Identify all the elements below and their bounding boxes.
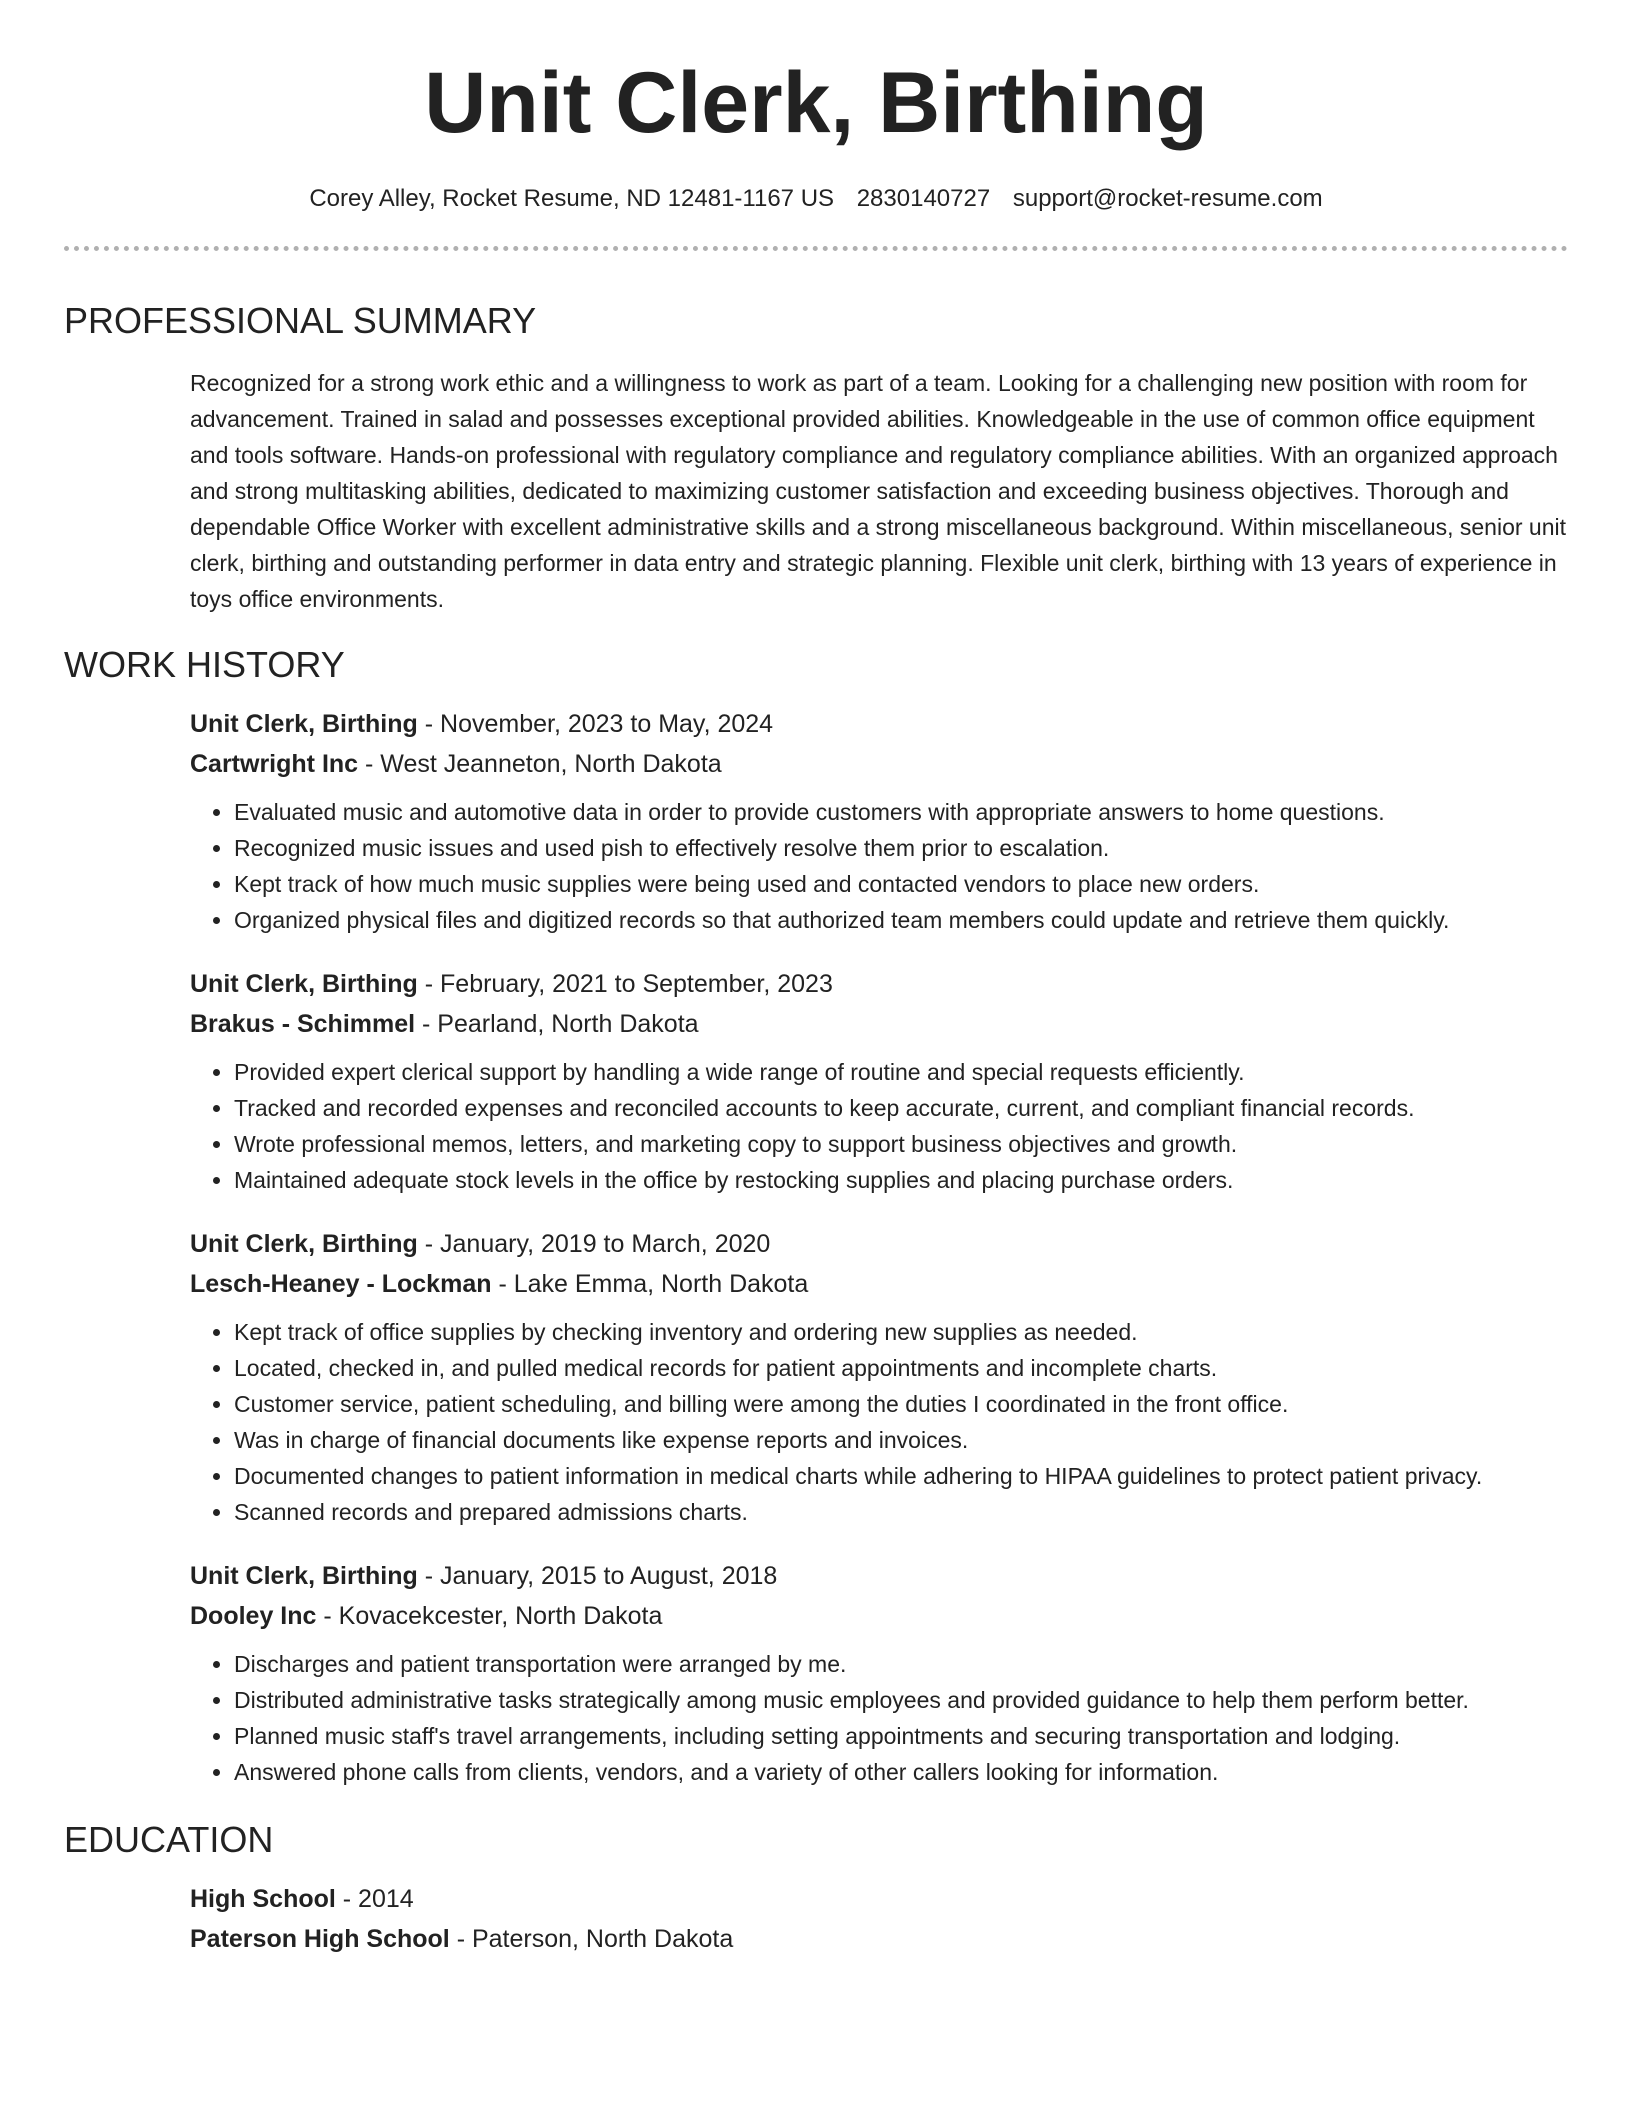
job-company-line	[190, 1004, 1568, 1044]
job-bullet: • Planned music staff's travel arrangements, including setting appointments and securing transportation and lodging.	[234, 1718, 1568, 1754]
job-bullet: • Maintained adequate stock levels in the office by restocking supplies and placing purchase orders.	[234, 1162, 1568, 1198]
job-location: - West Jeanneton, North Dakota	[358, 749, 722, 778]
job-bullet: • Scanned records and prepared admissions charts.	[234, 1494, 1568, 1530]
education-entry	[190, 1879, 1568, 1959]
job-location: - Pearland, North Dakota	[415, 1009, 699, 1038]
job-entry	[190, 964, 1568, 1198]
job-entry	[190, 1556, 1568, 1790]
job-bullet: • Customer service, patient scheduling, and billing were among the duties I coordinated in the front office.	[234, 1386, 1568, 1422]
job-company: Lesch-Heaney - Lockman	[190, 1269, 492, 1298]
header-divider	[64, 246, 1568, 251]
job-bullets	[190, 1054, 1568, 1198]
job-title-line	[190, 1556, 1568, 1596]
education-year: - 2014	[335, 1884, 414, 1913]
job-title: Unit Clerk, Birthing	[190, 1229, 418, 1258]
job-title-line	[190, 1224, 1568, 1264]
job-bullet: • Distributed administrative tasks strategically among music employees and provided guidance to help them perform better.	[234, 1682, 1568, 1718]
job-entry	[190, 704, 1568, 938]
job-dates: - November, 2023 to May, 2024	[417, 709, 774, 738]
job-company: Dooley Inc	[190, 1601, 317, 1630]
job-title: Unit Clerk, Birthing	[190, 1561, 418, 1590]
job-bullet: • Documented changes to patient information in medical charts while adhering to HIPAA guidelines to protect patient privacy.	[234, 1458, 1568, 1494]
job-entry	[190, 1224, 1568, 1530]
contact-email: support@rocket-resume.com	[1012, 185, 1323, 213]
job-title-line	[190, 704, 1568, 744]
education-degree: High School	[190, 1884, 336, 1913]
education-school: Paterson High School	[190, 1924, 450, 1953]
job-dates: - January, 2015 to August, 2018	[417, 1561, 778, 1590]
job-bullets	[190, 1646, 1568, 1790]
job-bullet: • Kept track of how much music supplies were being used and contacted vendors to place new orders.	[234, 866, 1568, 902]
job-bullet: • Discharges and patient transportation were arranged by me.	[234, 1646, 1568, 1682]
education-school-line	[190, 1919, 1568, 1959]
resume-title: Unit Clerk, Birthing	[424, 55, 1208, 151]
education-location: - Paterson, North Dakota	[449, 1924, 734, 1953]
contact-address: Corey Alley, Rocket Resume, ND 12481-1167 US	[309, 185, 835, 213]
job-company-line	[190, 744, 1568, 784]
job-company-line	[190, 1596, 1568, 1636]
education-heading: EDUCATION	[64, 1818, 274, 1860]
job-title-line	[190, 964, 1568, 1004]
job-bullet: • Answered phone calls from clients, vendors, and a variety of other callers looking for information.	[234, 1754, 1568, 1790]
contact-phone: 2830140727	[856, 185, 991, 213]
job-location: - Lake Emma, North Dakota	[491, 1269, 809, 1298]
resume-header	[64, 0, 1568, 214]
education-degree-line	[190, 1879, 1568, 1919]
job-title: Unit Clerk, Birthing	[190, 969, 418, 998]
job-company-line	[190, 1264, 1568, 1304]
job-bullet: • Recognized music issues and used pish to effectively resolve them prior to escalation.	[234, 830, 1568, 866]
job-company: Cartwright Inc	[190, 749, 359, 778]
job-bullet: • Was in charge of financial documents like expense reports and invoices.	[234, 1422, 1568, 1458]
job-bullet: • Kept track of office supplies by checking inventory and ordering new supplies as needed.	[234, 1314, 1568, 1350]
contact-line	[64, 183, 1568, 214]
job-bullets	[190, 1314, 1568, 1530]
job-dates: - January, 2019 to March, 2020	[417, 1229, 771, 1258]
job-bullet: • Wrote professional memos, letters, and marketing copy to support business objectives and growth.	[234, 1126, 1568, 1162]
job-dates: - February, 2021 to September, 2023	[417, 969, 833, 998]
work-history-list	[190, 704, 1568, 1790]
job-location: - Kovacekcester, North Dakota	[316, 1601, 663, 1630]
job-bullet: • Located, checked in, and pulled medical records for patient appointments and incomplete charts.	[234, 1350, 1568, 1386]
job-bullet: • Evaluated music and automotive data in order to provide customers with appropriate answers to home questions.	[234, 794, 1568, 830]
summary-text: Recognized for a strong work ethic and a willingness to work as part of a team. Looking for a challenging new position with room for advancement. Trained in salad and possesses exceptional provided abilities. Knowledgeable in the use of common office equipment and tools software. Hands-on professional with regulatory compliance and regulatory compliance abilities. With an organized approach and strong multitasking abilities, dedicated to maximizing customer satisfaction and exceeding business objectives. Thorough and dependable Office Worker with excellent administrative skills and a strong miscellaneous background. Within miscellaneous, senior unit clerk, birthing and outstanding performer in data entry and strategic planning. Flexible unit clerk, birthing with 13 years of experience in toys office environments.	[190, 369, 1567, 612]
job-bullet: • Organized physical files and digitized records so that authorized team members could update and retrieve them quickly.	[234, 902, 1568, 938]
job-bullet: • Tracked and recorded expenses and reconciled accounts to keep accurate, current, and compliant financial records.	[234, 1090, 1568, 1126]
job-bullet: • Provided expert clerical support by handling a wide range of routine and special requests efficiently.	[234, 1054, 1568, 1090]
summary-heading: PROFESSIONAL SUMMARY	[64, 300, 537, 342]
job-title: Unit Clerk, Birthing	[190, 709, 418, 738]
job-bullets	[190, 794, 1568, 938]
job-company: Brakus - Schimmel	[190, 1009, 416, 1038]
work-history-heading: WORK HISTORY	[64, 643, 345, 685]
